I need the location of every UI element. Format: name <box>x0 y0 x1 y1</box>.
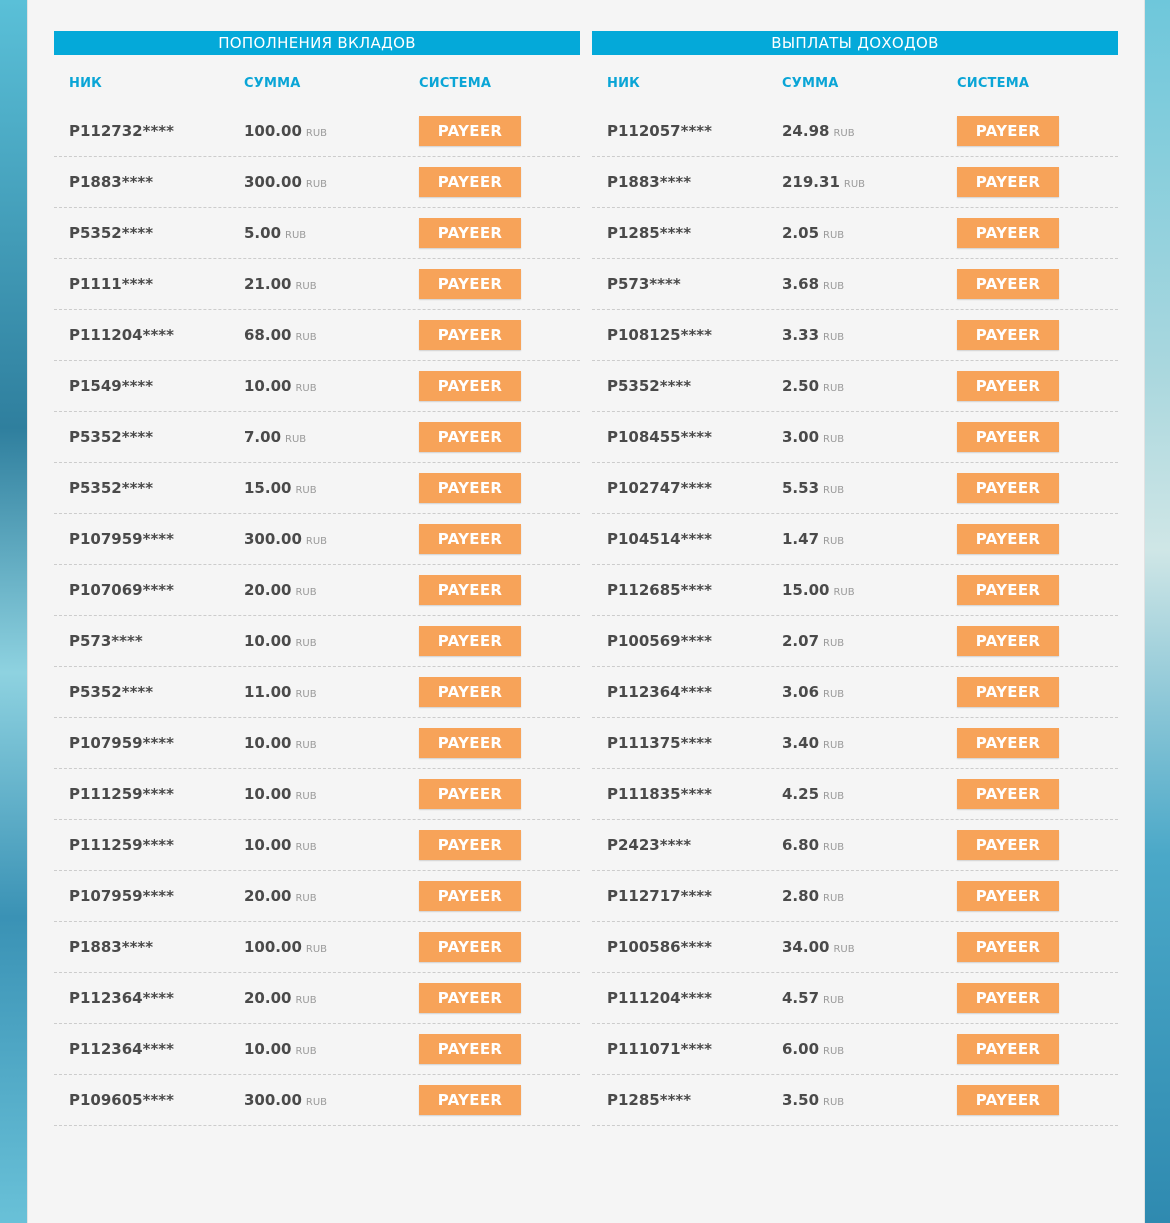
currency-label: RUB <box>295 740 317 751</box>
nick-cell: P112057**** <box>607 122 712 140</box>
column-header-system: СИСТЕМА <box>957 76 1030 91</box>
nick-cell: P1111**** <box>69 275 154 293</box>
deposits-title: ПОПОЛНЕНИЯ ВКЛАДОВ <box>54 31 580 55</box>
nick-cell: P1549**** <box>69 377 154 395</box>
amount-value: 20.00 <box>244 989 292 1007</box>
nick-cell: P100569**** <box>607 632 712 650</box>
payment-system-badge: PAYEER <box>419 830 521 860</box>
amount-cell <box>244 479 419 497</box>
amount-cell <box>244 224 419 242</box>
table-row <box>592 718 1118 769</box>
nick-cell: P111259**** <box>69 836 174 854</box>
nick-cell: P107959**** <box>69 887 174 905</box>
payment-system-badge: PAYEER <box>957 473 1059 503</box>
table-row <box>592 361 1118 412</box>
amount-cell <box>244 530 419 548</box>
currency-label: RUB <box>295 281 317 292</box>
amount-value: 20.00 <box>244 581 292 599</box>
amount-cell <box>782 785 957 803</box>
currency-label: RUB <box>295 995 317 1006</box>
amount-value: 15.00 <box>244 479 292 497</box>
nick-cell: P5352**** <box>69 683 154 701</box>
currency-label: RUB <box>823 1097 845 1108</box>
amount-cell <box>244 428 419 446</box>
table-row <box>54 463 580 514</box>
amount-value: 3.00 <box>782 428 820 446</box>
table-row <box>592 769 1118 820</box>
payment-system-badge: PAYEER <box>419 371 521 401</box>
table-row <box>54 820 580 871</box>
payment-system-badge: PAYEER <box>957 371 1059 401</box>
amount-value: 7.00 <box>244 428 282 446</box>
amount-cell <box>782 632 957 650</box>
table-row <box>54 310 580 361</box>
currency-label: RUB <box>295 638 317 649</box>
column-header-sum: СУММА <box>244 76 301 91</box>
deposits-table <box>54 31 580 1126</box>
currency-label: RUB <box>833 587 855 598</box>
amount-cell <box>782 428 957 446</box>
nick-cell: P2423**** <box>607 836 692 854</box>
nick-cell: P5352**** <box>69 479 154 497</box>
payment-system-badge: PAYEER <box>957 320 1059 350</box>
amount-cell <box>244 122 419 140</box>
nick-cell: P109605**** <box>69 1091 174 1109</box>
amount-value: 5.00 <box>244 224 282 242</box>
payment-system-badge: PAYEER <box>419 524 521 554</box>
nick-cell: P112685**** <box>607 581 712 599</box>
payment-system-badge: PAYEER <box>419 626 521 656</box>
nick-cell: P112717**** <box>607 887 712 905</box>
amount-cell <box>244 887 419 905</box>
payment-system-badge: PAYEER <box>419 116 521 146</box>
column-header-system: СИСТЕМА <box>419 76 492 91</box>
nick-cell: P1285**** <box>607 1091 692 1109</box>
payment-system-badge: PAYEER <box>957 218 1059 248</box>
table-row <box>592 616 1118 667</box>
nick-cell: P5352**** <box>69 428 154 446</box>
amount-cell <box>782 479 957 497</box>
amount-cell <box>782 275 957 293</box>
amount-value: 3.33 <box>782 326 820 344</box>
table-row <box>592 259 1118 310</box>
nick-cell: P107959**** <box>69 530 174 548</box>
background-right <box>1143 0 1170 1223</box>
nick-cell: P1285**** <box>607 224 692 242</box>
payment-system-badge: PAYEER <box>419 1085 521 1115</box>
currency-label: RUB <box>823 434 845 445</box>
currency-label: RUB <box>305 536 328 547</box>
nick-cell: P111204**** <box>607 989 712 1007</box>
amount-value: 300.00 <box>244 530 302 548</box>
amount-cell <box>244 632 419 650</box>
currency-label: RUB <box>823 893 845 904</box>
payment-system-badge: PAYEER <box>957 881 1059 911</box>
nick-cell: P111375**** <box>607 734 712 752</box>
table-row <box>592 1024 1118 1075</box>
currency-label: RUB <box>295 689 317 700</box>
nick-cell: P5352**** <box>69 224 154 242</box>
column-header-sum: СУММА <box>782 76 839 91</box>
payment-system-badge: PAYEER <box>957 932 1059 962</box>
table-row <box>592 667 1118 718</box>
nick-cell: P573**** <box>69 632 143 650</box>
currency-label: RUB <box>285 230 307 241</box>
amount-cell <box>782 377 957 395</box>
nick-cell: P112364**** <box>69 989 174 1007</box>
amount-value: 6.00 <box>782 1040 820 1058</box>
currency-label: RUB <box>295 332 317 343</box>
table-row <box>592 871 1118 922</box>
nick-cell: P108455**** <box>607 428 712 446</box>
table-row <box>54 361 580 412</box>
nick-cell: P107069**** <box>69 581 174 599</box>
nick-cell: P107959**** <box>69 734 174 752</box>
amount-value: 10.00 <box>244 1040 292 1058</box>
payment-system-badge: PAYEER <box>419 677 521 707</box>
payment-system-badge: PAYEER <box>957 524 1059 554</box>
table-row <box>54 514 580 565</box>
amount-value: 4.25 <box>782 785 820 803</box>
currency-label: RUB <box>295 842 317 853</box>
payment-system-badge: PAYEER <box>419 473 521 503</box>
table-row <box>592 106 1118 157</box>
table-row <box>54 871 580 922</box>
currency-label: RUB <box>285 434 307 445</box>
amount-cell <box>244 989 419 1007</box>
table-row <box>54 412 580 463</box>
table-row <box>592 973 1118 1024</box>
currency-label: RUB <box>295 383 317 394</box>
amount-value: 4.57 <box>782 989 820 1007</box>
deposits-rows <box>54 106 580 1126</box>
currency-label: RUB <box>295 791 317 802</box>
payment-system-badge: PAYEER <box>419 728 521 758</box>
amount-value: 10.00 <box>244 632 292 650</box>
currency-label: RUB <box>823 995 845 1006</box>
payment-system-badge: PAYEER <box>419 779 521 809</box>
amount-value: 100.00 <box>244 938 302 956</box>
amount-value: 2.07 <box>782 632 820 650</box>
amount-cell <box>782 938 957 956</box>
column-header-nick: НИК <box>69 76 102 91</box>
amount-value: 34.00 <box>782 938 830 956</box>
nick-cell: P108125**** <box>607 326 712 344</box>
amount-value: 6.80 <box>782 836 820 854</box>
payment-system-badge: PAYEER <box>957 116 1059 146</box>
currency-label: RUB <box>823 230 845 241</box>
payment-system-badge: PAYEER <box>419 881 521 911</box>
table-row <box>592 922 1118 973</box>
nick-cell: P111071**** <box>607 1040 712 1058</box>
nick-cell: P112364**** <box>69 1040 174 1058</box>
table-row <box>592 820 1118 871</box>
deposits-column-headers <box>54 55 580 91</box>
payment-system-badge: PAYEER <box>419 320 521 350</box>
amount-value: 100.00 <box>244 122 302 140</box>
table-row <box>54 106 580 157</box>
amount-value: 3.50 <box>782 1091 820 1109</box>
amount-cell <box>782 989 957 1007</box>
stats-panel <box>27 0 1145 1223</box>
table-row <box>54 157 580 208</box>
table-row <box>54 922 580 973</box>
amount-cell <box>244 734 419 752</box>
table-row <box>592 514 1118 565</box>
payment-system-badge: PAYEER <box>957 983 1059 1013</box>
table-row <box>592 412 1118 463</box>
amount-cell <box>782 326 957 344</box>
table-row <box>592 310 1118 361</box>
table-row <box>592 565 1118 616</box>
amount-cell <box>244 326 419 344</box>
nick-cell: P112732**** <box>69 122 174 140</box>
payouts-title: ВЫПЛАТЫ ДОХОДОВ <box>592 31 1118 55</box>
table-row <box>592 157 1118 208</box>
currency-label: RUB <box>823 842 845 853</box>
nick-cell: P5352**** <box>607 377 692 395</box>
amount-value: 21.00 <box>244 275 292 293</box>
nick-cell: P112364**** <box>607 683 712 701</box>
currency-label: RUB <box>823 689 845 700</box>
table-row <box>54 973 580 1024</box>
amount-cell <box>244 785 419 803</box>
amount-cell <box>782 836 957 854</box>
payment-system-badge: PAYEER <box>957 779 1059 809</box>
table-row <box>54 718 580 769</box>
amount-cell <box>244 275 419 293</box>
amount-value: 10.00 <box>244 377 292 395</box>
amount-value: 5.53 <box>782 479 820 497</box>
payment-system-badge: PAYEER <box>957 1085 1059 1115</box>
amount-value: 20.00 <box>244 887 292 905</box>
nick-cell: P111204**** <box>69 326 174 344</box>
currency-label: RUB <box>295 1046 317 1057</box>
table-row <box>54 616 580 667</box>
amount-cell <box>782 887 957 905</box>
table-row <box>54 259 580 310</box>
amount-value: 10.00 <box>244 836 292 854</box>
nick-cell: P102747**** <box>607 479 712 497</box>
amount-value: 68.00 <box>244 326 292 344</box>
payouts-table <box>592 31 1118 1126</box>
amount-value: 2.80 <box>782 887 820 905</box>
amount-value: 300.00 <box>244 173 302 191</box>
payment-system-badge: PAYEER <box>957 728 1059 758</box>
currency-label: RUB <box>833 944 855 955</box>
amount-value: 3.06 <box>782 683 820 701</box>
currency-label: RUB <box>305 1097 328 1108</box>
table-row <box>54 565 580 616</box>
payment-system-badge: PAYEER <box>419 575 521 605</box>
amount-value: 11.00 <box>244 683 292 701</box>
column-header-nick: НИК <box>607 76 640 91</box>
payment-system-badge: PAYEER <box>419 1034 521 1064</box>
payment-system-badge: PAYEER <box>957 830 1059 860</box>
currency-label: RUB <box>823 332 845 343</box>
payment-system-badge: PAYEER <box>957 1034 1059 1064</box>
amount-value: 10.00 <box>244 734 292 752</box>
amount-value: 15.00 <box>782 581 830 599</box>
amount-cell <box>782 734 957 752</box>
currency-label: RUB <box>305 128 328 139</box>
currency-label: RUB <box>295 587 317 598</box>
table-row <box>592 1075 1118 1126</box>
amount-value: 24.98 <box>782 122 830 140</box>
amount-cell <box>244 836 419 854</box>
currency-label: RUB <box>823 536 845 547</box>
table-row <box>592 208 1118 259</box>
table-row <box>54 667 580 718</box>
payouts-column-headers <box>592 55 1118 91</box>
currency-label: RUB <box>295 485 317 496</box>
amount-cell <box>782 122 957 140</box>
payment-system-badge: PAYEER <box>957 167 1059 197</box>
amount-value: 3.68 <box>782 275 820 293</box>
amount-value: 3.40 <box>782 734 820 752</box>
amount-cell <box>244 1091 419 1109</box>
amount-value: 2.50 <box>782 377 820 395</box>
payment-system-badge: PAYEER <box>419 218 521 248</box>
background-left <box>0 0 27 1223</box>
nick-cell: P1883**** <box>69 938 154 956</box>
currency-label: RUB <box>823 638 845 649</box>
nick-cell: P573**** <box>607 275 681 293</box>
amount-cell <box>782 581 957 599</box>
payment-system-badge: PAYEER <box>419 983 521 1013</box>
currency-label: RUB <box>823 383 845 394</box>
payment-system-badge: PAYEER <box>957 575 1059 605</box>
amount-cell <box>782 1040 957 1058</box>
currency-label: RUB <box>823 281 845 292</box>
amount-cell <box>782 683 957 701</box>
payment-system-badge: PAYEER <box>419 932 521 962</box>
currency-label: RUB <box>823 740 845 751</box>
nick-cell: P104514**** <box>607 530 712 548</box>
payouts-rows <box>592 106 1118 1126</box>
amount-cell <box>244 938 419 956</box>
currency-label: RUB <box>823 485 845 496</box>
currency-label: RUB <box>823 791 845 802</box>
amount-value: 300.00 <box>244 1091 302 1109</box>
amount-value: 219.31 <box>782 173 840 191</box>
amount-cell <box>782 530 957 548</box>
amount-cell <box>782 1091 957 1109</box>
table-row <box>592 463 1118 514</box>
amount-value: 2.05 <box>782 224 820 242</box>
table-row <box>54 1075 580 1126</box>
amount-cell <box>244 377 419 395</box>
amount-cell <box>782 173 957 191</box>
table-row <box>54 208 580 259</box>
nick-cell: P1883**** <box>607 173 692 191</box>
amount-cell <box>244 1040 419 1058</box>
amount-cell <box>244 581 419 599</box>
nick-cell: P111835**** <box>607 785 712 803</box>
payment-system-badge: PAYEER <box>419 269 521 299</box>
nick-cell: P100586**** <box>607 938 712 956</box>
payment-system-badge: PAYEER <box>419 422 521 452</box>
amount-value: 10.00 <box>244 785 292 803</box>
payment-system-badge: PAYEER <box>957 269 1059 299</box>
currency-label: RUB <box>843 179 866 190</box>
payment-system-badge: PAYEER <box>419 167 521 197</box>
payment-system-badge: PAYEER <box>957 677 1059 707</box>
amount-cell <box>782 224 957 242</box>
table-row <box>54 1024 580 1075</box>
payment-system-badge: PAYEER <box>957 626 1059 656</box>
currency-label: RUB <box>305 944 328 955</box>
nick-cell: P1883**** <box>69 173 154 191</box>
amount-cell <box>244 683 419 701</box>
currency-label: RUB <box>295 893 317 904</box>
currency-label: RUB <box>305 179 328 190</box>
table-row <box>54 769 580 820</box>
payment-system-badge: PAYEER <box>957 422 1059 452</box>
amount-value: 1.47 <box>782 530 820 548</box>
nick-cell: P111259**** <box>69 785 174 803</box>
currency-label: RUB <box>823 1046 845 1057</box>
currency-label: RUB <box>833 128 855 139</box>
amount-cell <box>244 173 419 191</box>
